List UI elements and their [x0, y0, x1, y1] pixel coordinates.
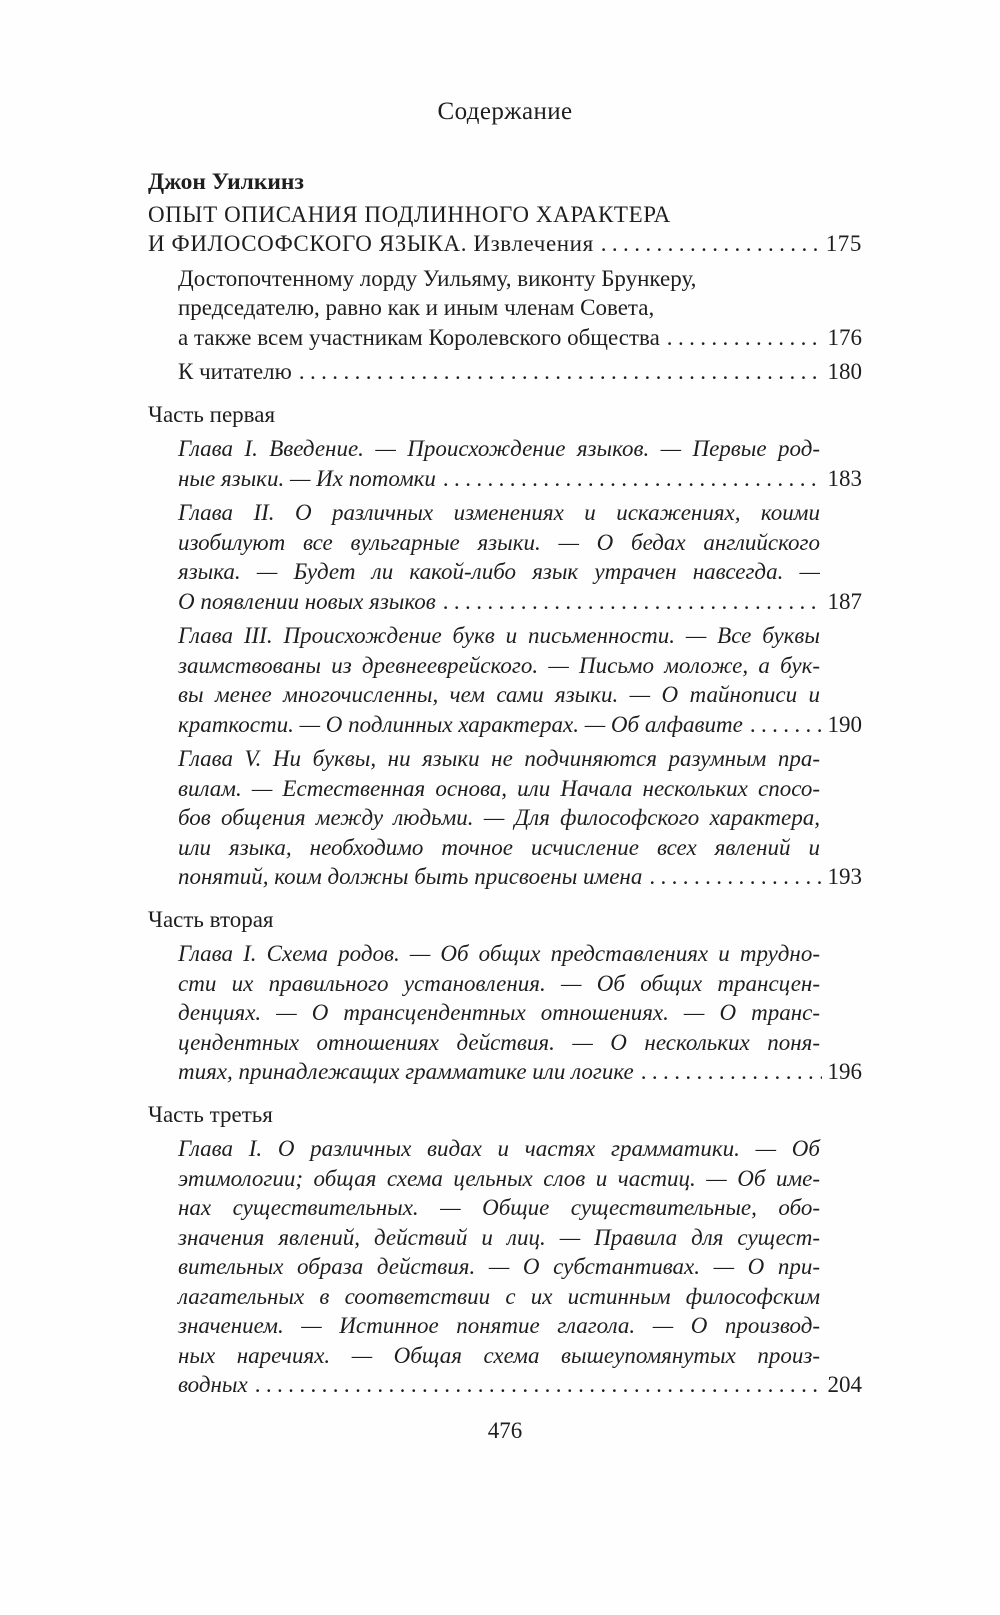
- toc-page-number: 196: [827, 1059, 862, 1084]
- dot-leader-icon: [299, 357, 822, 387]
- toc-entry: [148, 434, 862, 493]
- dot-leader-icon: [255, 1370, 822, 1400]
- toc-entry-text: тиях, принадлежащих грамматике или логике: [178, 1059, 634, 1084]
- toc-page-number: 183: [827, 465, 862, 491]
- toc-entry-line: заимствованы из древнееврейского. — Письмо моложе, а бук-: [178, 652, 820, 678]
- toc-entry: [148, 939, 862, 1087]
- toc-section-heading: Часть первая: [148, 401, 276, 427]
- toc-entry-last-line: [178, 587, 862, 617]
- toc-entry-text: О появлении новых языков: [178, 588, 436, 614]
- toc-entry-line: значения явлений, действий и лиц. — Правила для сущест-: [178, 1224, 820, 1250]
- toc-entry-line: лагательных в соответствии с их истинным философским: [178, 1283, 820, 1309]
- toc-entry-line: Глава I. Введение. — Происхождение языков. — Первые род-: [178, 436, 820, 461]
- toc-entry-line: сти их правильного установления. — Об общих трансцен-: [178, 970, 820, 996]
- toc-entry-text: водных: [178, 1372, 248, 1397]
- toc-entry-line: Глава II. О различных изменениях и искажениях, коими: [178, 500, 820, 525]
- toc-author: Джон Уилкинз: [148, 169, 304, 195]
- toc-entry-last-line: [148, 229, 862, 259]
- toc-page-number: 204: [827, 1372, 862, 1397]
- toc-entry: [148, 264, 862, 353]
- toc-entry: [148, 200, 862, 259]
- toc-entry-last-line: [178, 1370, 862, 1400]
- toc-entry-text: а также всем участникам Королевского общества: [178, 324, 660, 350]
- toc-blocks: [148, 168, 862, 1400]
- dot-leader-icon: [443, 587, 822, 617]
- toc-page-number: 180: [827, 359, 862, 384]
- toc-entry-line: этимологии; общая схема цельных слов и частиц. — Об име-: [178, 1165, 820, 1191]
- toc-entry-line: Глава I. Схема родов. — Об общих представлениях и трудно-: [178, 941, 820, 966]
- toc-entry-last-line: [178, 1057, 862, 1087]
- toc-entry: [148, 1134, 862, 1400]
- toc-entry-line: Глава V. Ни буквы, ни языки не подчиняются разумным пра-: [178, 746, 820, 771]
- toc-entry-text: И ФИЛОСОФСКОГО ЯЗЫКА. Извлечения: [148, 231, 594, 256]
- toc-entry-line: вилам. — Естественная основа, или Начала нескольких спосо-: [178, 775, 820, 801]
- toc-entry: [148, 621, 862, 739]
- contents-title: Содержание: [437, 98, 573, 125]
- toc-entry-line: вы менее многочисленны, чем сами языки. — О тайнописи и: [178, 682, 820, 707]
- toc-entry-line: председателю, равно как и иным членам Совета,: [178, 295, 655, 320]
- toc-entry-line: Глава I. О различных видах и частях грамматики. — Об: [178, 1136, 820, 1161]
- toc-entry-line: бов общения между людьми. — Для философского характера,: [178, 805, 820, 830]
- toc-entry-line: или языка, необходимо точное исчисление всех явлений и: [178, 834, 820, 860]
- toc-entry-line: значением. — Истинное понятие глагола. — О производ-: [178, 1313, 820, 1338]
- toc-entry-line: вительных образа действия. — О субстантивах. — О при-: [178, 1254, 820, 1279]
- dot-leader-icon: [649, 862, 822, 892]
- toc-entry-last-line: [178, 862, 862, 892]
- toc-entry-text: К читателю: [178, 359, 292, 384]
- toc-entry: [148, 357, 862, 387]
- toc-entry-line: нах существительных. — Общие существительные, обо-: [178, 1195, 820, 1220]
- dot-leader-icon: [443, 464, 822, 494]
- page-number-footer: 476: [487, 1418, 523, 1443]
- toc-page-number: 176: [827, 324, 862, 350]
- toc-entry-text: ные языки. — Их потомки: [178, 465, 436, 491]
- toc-entry-line: Достопочтенному лорду Уильяму, виконту Брункеру,: [178, 265, 697, 291]
- toc-entry-line: ОПЫТ ОПИСАНИЯ ПОДЛИННОГО ХАРАКТЕРА: [148, 201, 671, 227]
- toc-entry: [148, 744, 862, 892]
- dot-leader-icon: [641, 1057, 822, 1087]
- dot-leader-icon: [601, 229, 822, 259]
- toc-entry-last-line: [178, 464, 862, 494]
- toc-entry-line: цендентных отношениях действия. — О нескольких поня-: [178, 1029, 820, 1055]
- toc-entry-last-line: [178, 323, 862, 353]
- toc-section-heading: Часть вторая: [148, 906, 274, 932]
- toc-page-number: 187: [827, 588, 862, 614]
- toc-entry: [148, 498, 862, 616]
- toc-page-number: 175: [825, 231, 862, 256]
- toc-entry-text: краткости. — О подлинных характерах. — Об алфавите: [178, 711, 743, 737]
- toc-page-number: 193: [827, 864, 862, 889]
- toc-page-number: 190: [827, 711, 862, 737]
- toc-section-heading: Часть третья: [148, 1101, 273, 1127]
- toc-entry-last-line: [178, 710, 862, 740]
- toc-entry-line: ных наречиях. — Общая схема вышеупомянутых произ-: [178, 1342, 820, 1368]
- dot-leader-icon: [750, 710, 822, 740]
- toc-page: [148, 97, 862, 1400]
- dot-leader-icon: [667, 323, 822, 353]
- toc-entry-line: языка. — Будет ли какой-либо язык утрачен навсегда. —: [178, 559, 820, 584]
- toc-entry-line: денциях. — О трансцендентных отношениях. — О транс-: [178, 1000, 820, 1025]
- toc-entry-text: понятий, коим должны быть присвоены имена: [178, 864, 643, 889]
- toc-entry-last-line: [178, 357, 862, 387]
- toc-entry-line: изобилуют все вульгарные языки. — О бедах английского: [178, 529, 820, 555]
- toc-entry-line: Глава III. Происхождение букв и письменности. — Все буквы: [178, 623, 820, 648]
